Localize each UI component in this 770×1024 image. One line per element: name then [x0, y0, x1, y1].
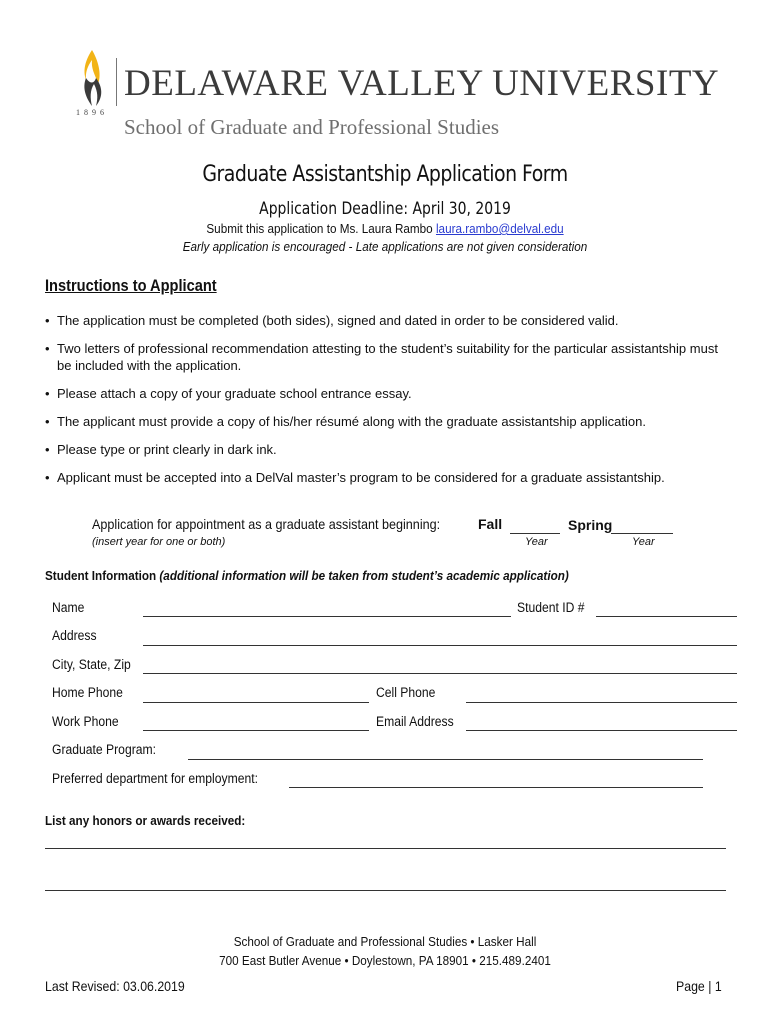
- home-phone-field[interactable]: [143, 702, 369, 703]
- appointment-sub-label: (insert year for one or both): [92, 536, 226, 548]
- city-state-zip-field[interactable]: [143, 673, 737, 674]
- home-phone-label: Home Phone: [52, 685, 123, 700]
- name-field[interactable]: [143, 616, 511, 617]
- student-info-title: Student Information: [45, 568, 157, 583]
- appointment-label: Application for appointment as a graduate assistant beginning:: [92, 516, 441, 532]
- student-id-label: Student ID #: [517, 600, 585, 615]
- work-phone-label: Work Phone: [52, 714, 119, 729]
- cell-phone-label: Cell Phone: [376, 685, 436, 700]
- instruction-item: • The applicant must provide a copy of his/her résumé along with the graduate assistantship application.: [45, 413, 735, 430]
- honors-field-line-2[interactable]: [45, 890, 726, 891]
- footer-address-line-1: School of Graduate and Professional Studies • Lasker Hall: [233, 934, 537, 949]
- graduate-program-field[interactable]: [188, 759, 703, 760]
- student-info-heading: [45, 568, 569, 583]
- honors-field-line-1[interactable]: [45, 848, 726, 849]
- submit-text: Submit this application to Ms. Laura Rambo: [206, 221, 433, 236]
- instruction-item: • Please type or print clearly in dark ink.: [45, 441, 735, 458]
- student-id-field[interactable]: [596, 616, 737, 617]
- instruction-item: • Applicant must be accepted into a DelVal master’s program to be considered for a graduate assistantship.: [45, 469, 735, 486]
- instruction-item: • Please attach a copy of your graduate school entrance essay.: [45, 385, 735, 402]
- cell-phone-field[interactable]: [466, 702, 737, 703]
- instructions-heading: Instructions to Applicant: [45, 276, 217, 295]
- footer-address-line-2: 700 East Butler Avenue • Doylestown, PA 18901 • 215.489.2401: [219, 953, 551, 968]
- instruction-item: • The application must be completed (both sides), signed and dated in order to be considered valid.: [45, 312, 735, 329]
- instruction-item: • Two letters of professional recommendation attesting to the student’s suitability for the particular assistantship must be included with the application.: [45, 340, 735, 374]
- fall-year-field[interactable]: [510, 533, 560, 534]
- spring-year-field[interactable]: [611, 533, 673, 534]
- contact-email-link[interactable]: laura.rambo@delval.edu: [435, 221, 564, 236]
- fall-year-caption: Year: [525, 536, 548, 548]
- form-title: Graduate Assistantship Application Form: [202, 162, 568, 187]
- founded-year: 1896: [76, 108, 108, 117]
- spring-year-caption: Year: [632, 536, 655, 548]
- email-label: Email Address: [376, 714, 454, 729]
- honors-label: List any honors or awards received:: [45, 813, 246, 828]
- preferred-department-field[interactable]: [289, 787, 703, 788]
- early-application-note: Early application is encouraged - Late applications are not given consideration: [182, 239, 588, 254]
- address-field[interactable]: [143, 645, 737, 646]
- spring-label: Spring: [568, 517, 613, 533]
- graduate-program-label: Graduate Program:: [52, 742, 157, 757]
- school-name: School of Graduate and Professional Studies: [124, 115, 500, 139]
- university-flame-logo-icon: [78, 48, 108, 108]
- fall-label: Fall: [478, 516, 503, 532]
- student-info-note: (additional information will be taken from student’s academic application): [159, 568, 569, 583]
- page-number: Page | 1: [676, 978, 722, 994]
- work-phone-field[interactable]: [143, 730, 369, 731]
- submit-instructions: [39, 221, 732, 236]
- instructions-list: [45, 312, 735, 497]
- university-name: DELAWARE VALLEY UNIVERSITY: [124, 63, 720, 104]
- city-state-zip-label: City, State, Zip: [52, 657, 131, 672]
- preferred-department-label: Preferred department for employment:: [52, 771, 258, 786]
- last-revised: Last Revised: 03.06.2019: [45, 978, 185, 994]
- name-label: Name: [52, 600, 85, 615]
- email-field[interactable]: [466, 730, 737, 731]
- address-label: Address: [52, 628, 97, 643]
- logo-divider: [116, 58, 117, 106]
- application-deadline: Application Deadline: April 30, 2019: [259, 199, 511, 219]
